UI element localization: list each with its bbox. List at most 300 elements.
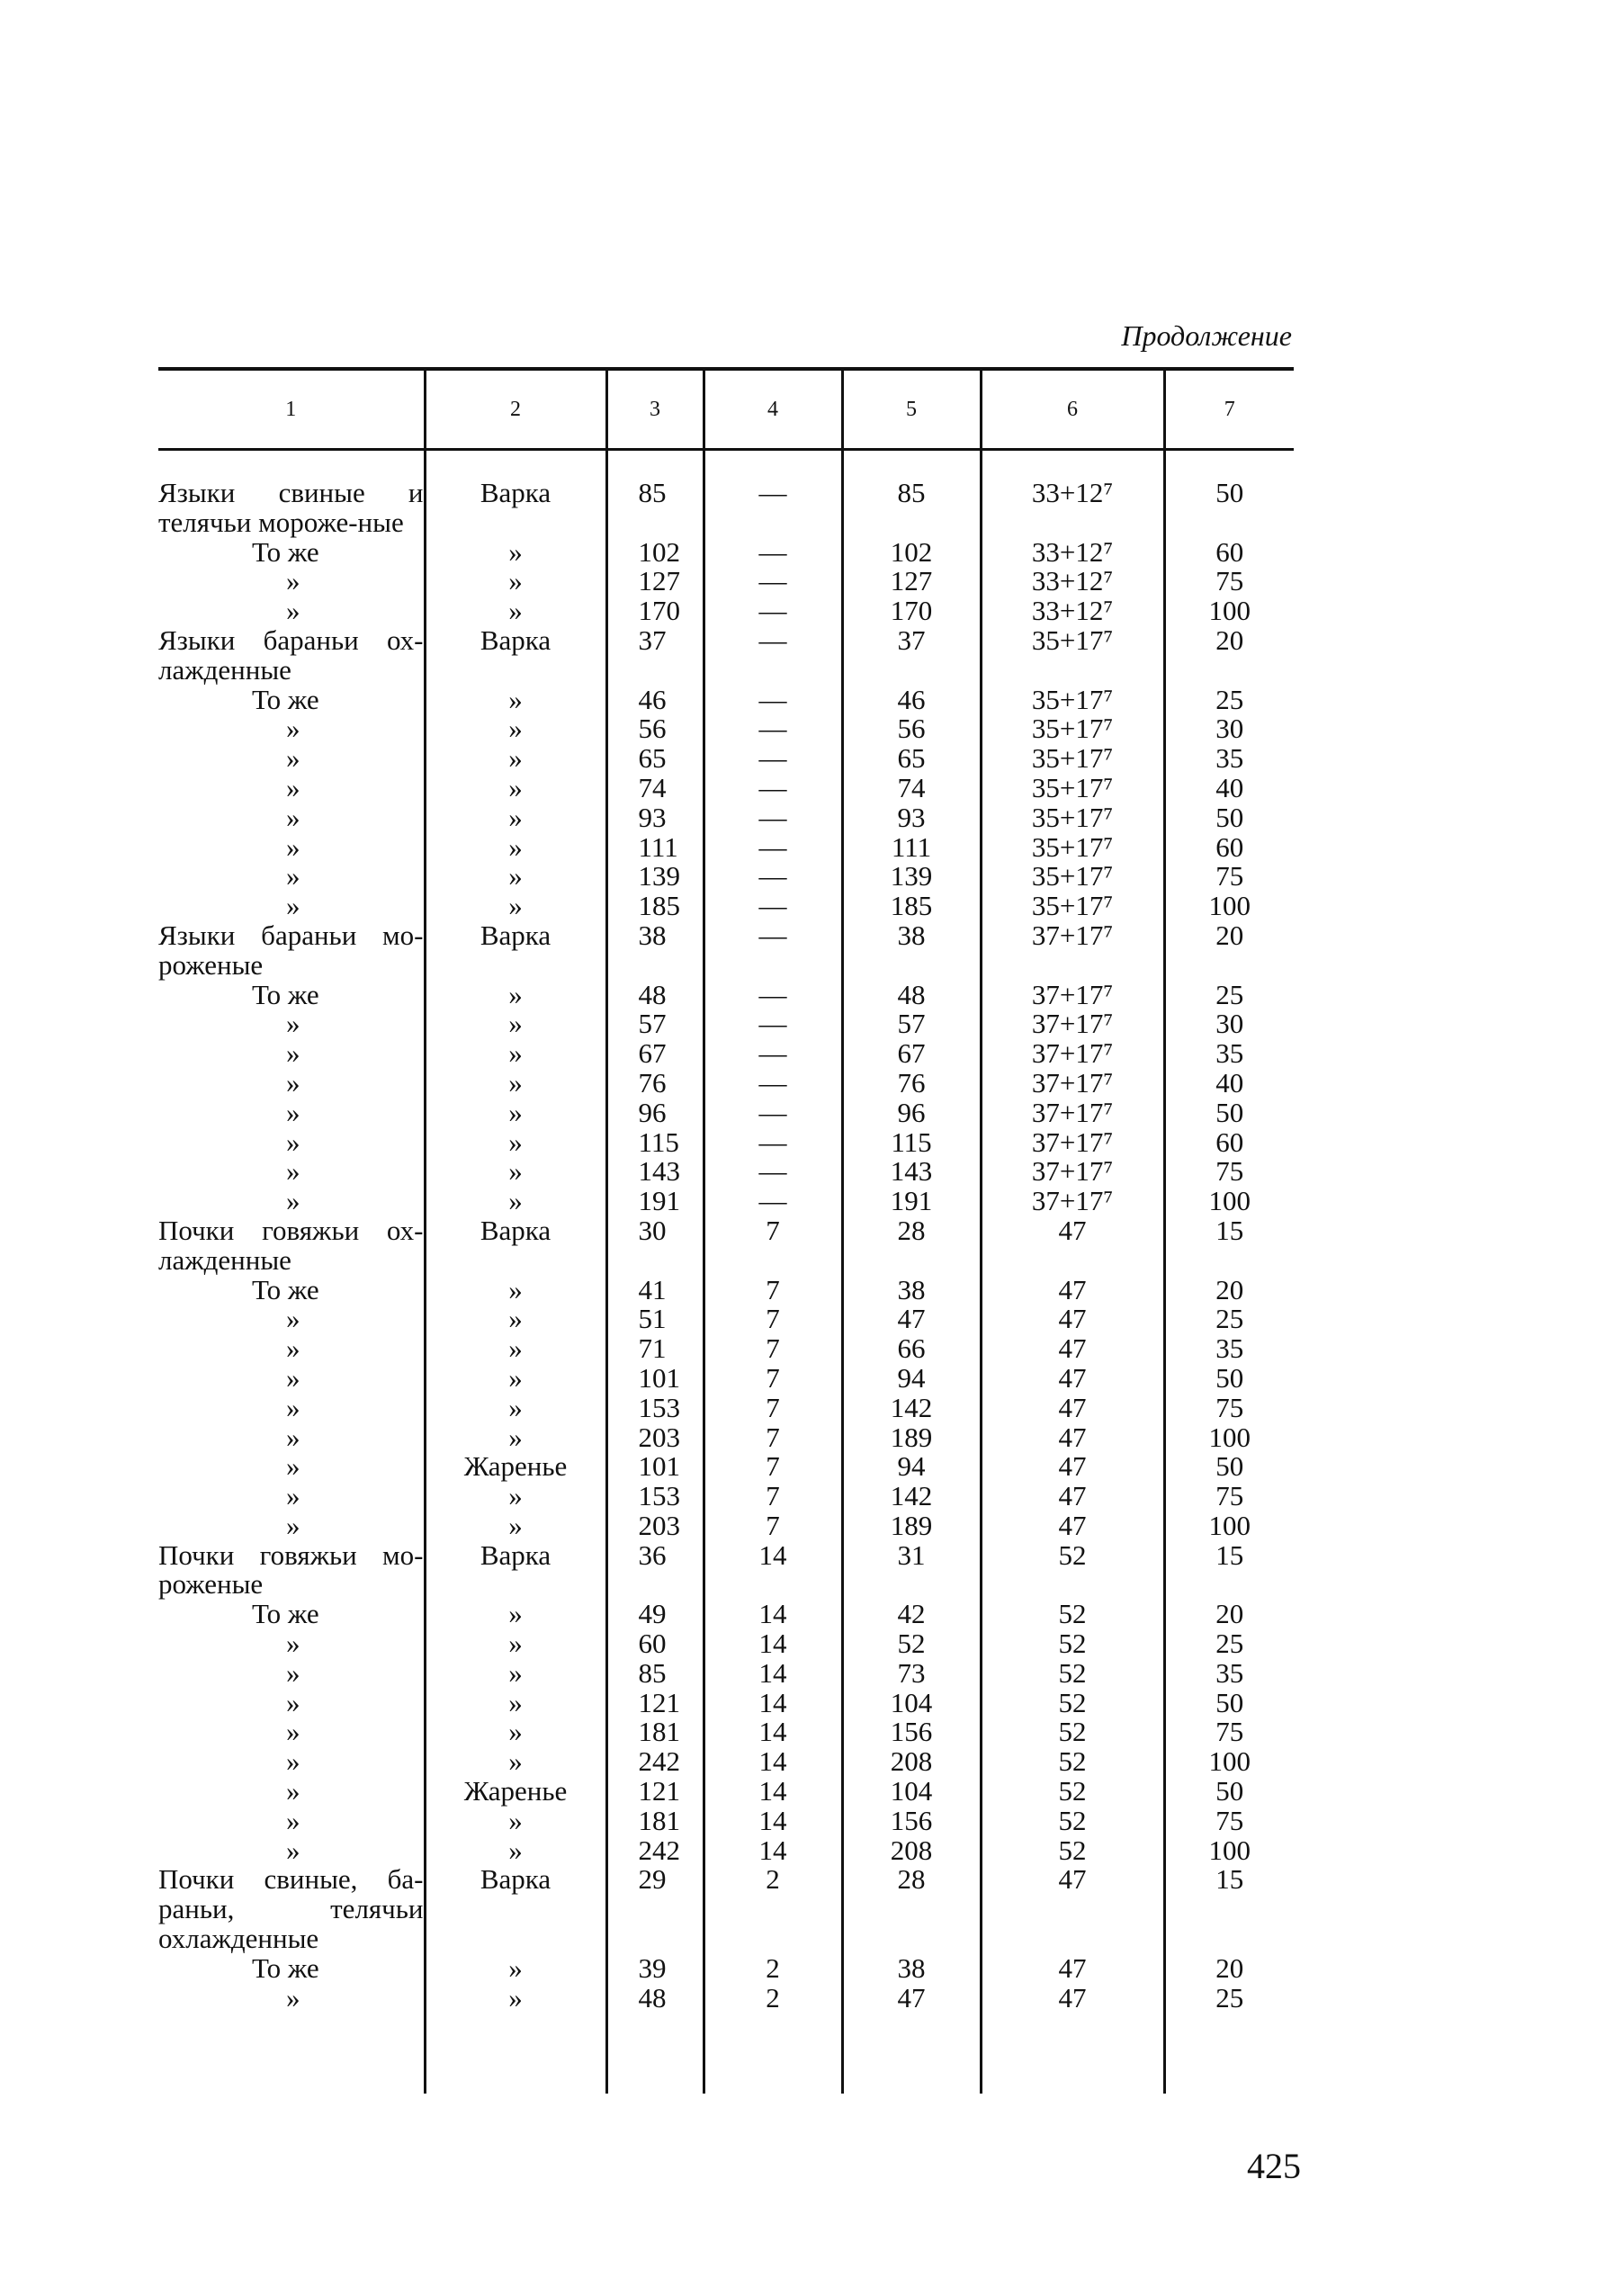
product-name: » <box>286 1745 300 1778</box>
table-row <box>158 1629 1294 1659</box>
product-name: » <box>286 1509 300 1541</box>
product-name: » <box>286 1155 300 1188</box>
loss-b-cell: 47 <box>981 1394 1164 1423</box>
table-row <box>158 1984 1294 2013</box>
gross-cell: 38 <box>606 921 704 981</box>
product-name-cell <box>158 1128 425 1158</box>
net-cell: 66 <box>842 1334 981 1364</box>
process-cell: » <box>425 1836 606 1866</box>
gross-cell: 111 <box>606 833 704 863</box>
loss-b-cell: 47 <box>981 1276 1164 1305</box>
loss-b-cell: 35+17⁷ <box>981 744 1164 774</box>
loss-b-cell: 47 <box>981 1423 1164 1453</box>
product-name: » <box>286 1480 300 1512</box>
product-name: Языки свиные и телячьи мороже-ные <box>158 477 424 538</box>
column-header: 7 <box>1164 371 1294 448</box>
table-row <box>158 921 1294 981</box>
yield-cell: 35 <box>1164 744 1294 774</box>
loss-a-cell: — <box>704 686 842 715</box>
net-cell: 170 <box>842 596 981 626</box>
process-cell: Варка <box>425 448 606 538</box>
yield-cell: 75 <box>1164 1718 1294 1747</box>
loss-a-cell: 7 <box>704 1511 842 1541</box>
product-name: То же <box>252 1951 319 1984</box>
yield-cell: 100 <box>1164 1836 1294 1866</box>
table-row <box>158 1600 1294 1629</box>
gross-cell: 57 <box>606 1009 704 1039</box>
loss-a-cell: 7 <box>704 1394 842 1423</box>
net-cell: 73 <box>842 1659 981 1689</box>
yield-cell: 25 <box>1164 686 1294 715</box>
yield-cell: 30 <box>1164 714 1294 744</box>
product-name: » <box>286 1066 300 1099</box>
product-name-cell <box>158 803 425 833</box>
gross-cell: 102 <box>606 538 704 568</box>
product-name: Языки бараньи мо-роженые <box>158 919 424 981</box>
product-name: » <box>286 1656 300 1689</box>
yield-cell: 50 <box>1164 803 1294 833</box>
product-name: » <box>286 1361 300 1394</box>
yield-cell: 75 <box>1164 1394 1294 1423</box>
process-cell: » <box>425 892 606 921</box>
gross-cell: 67 <box>606 1039 704 1069</box>
gross-cell: 143 <box>606 1157 704 1187</box>
gross-cell: 51 <box>606 1305 704 1334</box>
loss-b-cell: 35+17⁷ <box>981 774 1164 803</box>
yield-cell: 75 <box>1164 1157 1294 1187</box>
net-cell: 85 <box>842 448 981 538</box>
product-name-cell <box>158 1391 425 1423</box>
gross-cell: 39 <box>606 1954 704 1984</box>
net-cell: 156 <box>842 1718 981 1747</box>
gross-cell: 127 <box>606 567 704 596</box>
loss-a-cell: — <box>704 1157 842 1187</box>
table-row <box>158 567 1294 596</box>
column-header: 3 <box>606 371 704 448</box>
loss-b-cell: 52 <box>981 1689 1164 1718</box>
gross-cell: 65 <box>606 744 704 774</box>
process-cell: » <box>425 1984 606 2013</box>
loss-b-cell: 37+17⁷ <box>981 1009 1164 1039</box>
loss-a-cell: — <box>704 862 842 892</box>
product-name-cell <box>158 1538 425 1601</box>
loss-a-cell: — <box>704 1009 842 1039</box>
yield-cell: 75 <box>1164 567 1294 596</box>
net-cell: 185 <box>842 892 981 921</box>
product-name-cell <box>158 892 425 921</box>
loss-a-cell: — <box>704 774 842 803</box>
gross-cell: 71 <box>606 1334 704 1364</box>
process-cell: » <box>425 1039 606 1069</box>
process-cell: » <box>425 1629 606 1659</box>
loss-a-cell: 7 <box>704 1276 842 1305</box>
loss-a-cell: — <box>704 596 842 626</box>
yield-cell: 40 <box>1164 1069 1294 1099</box>
table-row <box>158 1216 1294 1276</box>
product-name: » <box>286 1834 300 1866</box>
loss-b-cell: 47 <box>981 1216 1164 1276</box>
product-name-cell <box>158 1452 425 1482</box>
product-name: » <box>286 1126 300 1158</box>
product-name: То же <box>252 1273 319 1305</box>
gross-cell: 242 <box>606 1836 704 1866</box>
product-name-cell <box>158 596 425 626</box>
net-cell: 65 <box>842 744 981 774</box>
column-header: 4 <box>704 371 842 448</box>
table-row <box>158 1836 1294 1866</box>
yield-cell: 50 <box>1164 1364 1294 1394</box>
loss-b-cell: 47 <box>981 1334 1164 1364</box>
product-name-cell <box>158 683 425 715</box>
product-name-cell <box>158 771 425 803</box>
product-name: » <box>286 595 300 627</box>
table-row <box>158 448 1294 538</box>
loss-b-cell: 47 <box>981 1865 1164 1953</box>
yield-cell: 15 <box>1164 1541 1294 1601</box>
yield-cell: 35 <box>1164 1659 1294 1689</box>
table-row <box>158 1305 1294 1334</box>
net-cell: 47 <box>842 1984 981 2013</box>
net-cell: 76 <box>842 1069 981 1099</box>
net-cell: 191 <box>842 1187 981 1216</box>
yield-cell: 50 <box>1164 1452 1294 1482</box>
product-name-cell <box>158 623 425 686</box>
table-row <box>158 1482 1294 1511</box>
loss-b-cell: 47 <box>981 1511 1164 1541</box>
product-name-cell <box>158 1157 425 1187</box>
product-name-cell <box>158 862 425 892</box>
loss-a-cell: — <box>704 626 842 686</box>
net-cell: 93 <box>842 803 981 833</box>
yield-cell: 50 <box>1164 1099 1294 1128</box>
product-name: » <box>286 1628 300 1660</box>
product-name-cell <box>158 1009 425 1039</box>
gross-cell: 96 <box>606 1099 704 1128</box>
yield-cell: 75 <box>1164 1482 1294 1511</box>
product-name-cell <box>158 1836 425 1866</box>
process-cell: » <box>425 1276 606 1305</box>
product-name: То же <box>252 683 319 715</box>
yield-cell: 20 <box>1164 1954 1294 1984</box>
process-cell: » <box>425 1511 606 1541</box>
net-cell: 127 <box>842 567 981 596</box>
table-row <box>158 1276 1294 1305</box>
product-name: » <box>286 1686 300 1718</box>
net-cell: 74 <box>842 774 981 803</box>
loss-a-cell: — <box>704 538 842 568</box>
process-cell: » <box>425 1747 606 1777</box>
table-row <box>158 1747 1294 1777</box>
product-name-cell <box>158 1865 425 1953</box>
spacer-cell <box>158 2013 425 2094</box>
loss-b-cell: 35+17⁷ <box>981 626 1164 686</box>
net-cell: 38 <box>842 921 981 981</box>
loss-a-cell: 14 <box>704 1747 842 1777</box>
product-name: » <box>286 771 300 803</box>
product-name-cell <box>158 448 425 538</box>
gross-cell: 191 <box>606 1187 704 1216</box>
process-cell: » <box>425 803 606 833</box>
loss-a-cell: — <box>704 981 842 1010</box>
process-cell: » <box>425 686 606 715</box>
gross-cell: 153 <box>606 1394 704 1423</box>
yield-cell: 100 <box>1164 1423 1294 1453</box>
gross-cell: 185 <box>606 892 704 921</box>
loss-b-cell: 37+17⁷ <box>981 1069 1164 1099</box>
process-cell: » <box>425 1069 606 1099</box>
loss-b-cell: 37+17⁷ <box>981 921 1164 981</box>
loss-b-cell: 35+17⁷ <box>981 686 1164 715</box>
table-row <box>158 1777 1294 1807</box>
product-name: » <box>286 1332 300 1365</box>
table-row <box>158 981 1294 1010</box>
gross-cell: 60 <box>606 1629 704 1659</box>
gross-cell: 93 <box>606 803 704 833</box>
product-name-cell <box>158 1361 425 1394</box>
product-name: » <box>286 565 300 597</box>
table-header-row <box>158 371 1294 448</box>
product-name: Почки говяжьи ох-лажденные <box>158 1214 424 1276</box>
product-name: » <box>286 1716 300 1748</box>
yield-cell: 20 <box>1164 921 1294 981</box>
process-cell: Варка <box>425 626 606 686</box>
product-name: Почки свиные, ба-раньи, телячьи охлажденные <box>158 1863 424 1955</box>
gross-cell: 41 <box>606 1276 704 1305</box>
process-cell: » <box>425 1157 606 1187</box>
process-cell: » <box>425 1689 606 1718</box>
product-name: То же <box>252 535 319 568</box>
product-name-cell <box>158 1305 425 1334</box>
loss-b-cell: 52 <box>981 1718 1164 1747</box>
yield-cell: 60 <box>1164 538 1294 568</box>
yield-cell: 35 <box>1164 1039 1294 1069</box>
product-name-cell <box>158 978 425 1010</box>
yield-cell: 60 <box>1164 1128 1294 1158</box>
yield-cell: 100 <box>1164 1511 1294 1541</box>
process-cell: » <box>425 1600 606 1629</box>
yield-cell: 25 <box>1164 1984 1294 2013</box>
loss-a-cell: — <box>704 892 842 921</box>
loss-a-cell: — <box>704 1128 842 1158</box>
net-cell: 28 <box>842 1865 981 1953</box>
yield-cell: 50 <box>1164 1777 1294 1807</box>
yield-cell: 100 <box>1164 1747 1294 1777</box>
yield-cell: 50 <box>1164 448 1294 538</box>
loss-b-cell: 37+17⁷ <box>981 1128 1164 1158</box>
process-cell: » <box>425 1305 606 1334</box>
yield-cell: 100 <box>1164 892 1294 921</box>
yield-cell: 25 <box>1164 1305 1294 1334</box>
product-name-cell <box>158 1718 425 1747</box>
gross-cell: 203 <box>606 1511 704 1541</box>
loss-a-cell: 14 <box>704 1718 842 1747</box>
net-cell: 189 <box>842 1511 981 1541</box>
net-cell: 38 <box>842 1954 981 1984</box>
product-name-cell <box>158 1216 425 1276</box>
yield-cell: 75 <box>1164 862 1294 892</box>
net-cell: 42 <box>842 1600 981 1629</box>
gross-cell: 36 <box>606 1541 704 1601</box>
product-name-cell <box>158 744 425 774</box>
gross-cell: 74 <box>606 774 704 803</box>
net-cell: 28 <box>842 1216 981 1276</box>
table-row <box>158 1423 1294 1453</box>
product-name: » <box>286 890 300 922</box>
loss-a-cell: 7 <box>704 1334 842 1364</box>
loss-b-cell: 47 <box>981 1452 1164 1482</box>
yield-cell: 50 <box>1164 1689 1294 1718</box>
process-cell: » <box>425 774 606 803</box>
loss-b-cell: 47 <box>981 1984 1164 2013</box>
net-cell: 104 <box>842 1689 981 1718</box>
net-cell: 47 <box>842 1305 981 1334</box>
gross-cell: 85 <box>606 448 704 538</box>
gross-cell: 153 <box>606 1482 704 1511</box>
product-name-cell <box>158 714 425 744</box>
net-cell: 37 <box>842 626 981 686</box>
table-row <box>158 1187 1294 1216</box>
product-name-cell <box>158 1187 425 1216</box>
product-name: » <box>286 1303 300 1335</box>
table-row <box>158 1069 1294 1099</box>
product-name: » <box>286 1096 300 1128</box>
gross-cell: 181 <box>606 1807 704 1836</box>
process-cell: » <box>425 1659 606 1689</box>
process-cell: » <box>425 1482 606 1511</box>
process-cell: » <box>425 1099 606 1128</box>
product-name-cell <box>158 1511 425 1541</box>
process-cell: » <box>425 862 606 892</box>
product-name: » <box>286 1981 300 2013</box>
yield-cell: 35 <box>1164 1334 1294 1364</box>
process-cell: » <box>425 1807 606 1836</box>
product-name-cell <box>158 1951 425 1984</box>
loss-b-cell: 47 <box>981 1482 1164 1511</box>
table-row <box>158 626 1294 686</box>
loss-b-cell: 35+17⁷ <box>981 803 1164 833</box>
product-name: » <box>286 860 300 892</box>
process-cell: Варка <box>425 1541 606 1601</box>
loss-a-cell: — <box>704 744 842 774</box>
process-cell: Жаренье <box>425 1777 606 1807</box>
loss-a-cell: — <box>704 567 842 596</box>
spacer-cell <box>842 2013 981 2094</box>
table-row <box>158 1954 1294 1984</box>
net-cell: 102 <box>842 538 981 568</box>
product-name: » <box>286 1008 300 1040</box>
table-row <box>158 1099 1294 1128</box>
net-cell: 67 <box>842 1039 981 1069</box>
yield-cell: 20 <box>1164 1600 1294 1629</box>
product-name-cell <box>158 1686 425 1718</box>
table-row <box>158 538 1294 568</box>
table-row <box>158 1009 1294 1039</box>
loss-b-cell: 37+17⁷ <box>981 1099 1164 1128</box>
loss-a-cell: 7 <box>704 1452 842 1482</box>
table-row <box>158 1511 1294 1541</box>
table-row <box>158 833 1294 863</box>
process-cell: » <box>425 744 606 774</box>
process-cell: » <box>425 1954 606 1984</box>
loss-b-cell: 33+12⁷ <box>981 448 1164 538</box>
loss-a-cell: 14 <box>704 1836 842 1866</box>
product-name-cell <box>158 1777 425 1807</box>
process-cell: » <box>425 596 606 626</box>
process-cell: Жаренье <box>425 1452 606 1482</box>
yield-cell: 60 <box>1164 833 1294 863</box>
product-name-cell <box>158 830 425 863</box>
net-cell: 56 <box>842 714 981 744</box>
table-row <box>158 596 1294 626</box>
table-row <box>158 1128 1294 1158</box>
process-cell: » <box>425 1009 606 1039</box>
process-cell: » <box>425 833 606 863</box>
product-name-cell <box>158 1423 425 1453</box>
data-table-wrapper <box>158 371 1294 2094</box>
net-cell: 96 <box>842 1099 981 1128</box>
table-row <box>158 774 1294 803</box>
loss-a-cell: 14 <box>704 1807 842 1836</box>
loss-b-cell: 35+17⁷ <box>981 833 1164 863</box>
gross-cell: 139 <box>606 862 704 892</box>
gross-cell: 242 <box>606 1747 704 1777</box>
process-cell: » <box>425 1334 606 1364</box>
net-cell: 48 <box>842 981 981 1010</box>
yield-cell: 100 <box>1164 1187 1294 1216</box>
loss-a-cell: 2 <box>704 1954 842 1984</box>
loss-a-cell: 14 <box>704 1629 842 1659</box>
spacer-cell <box>981 2013 1164 2094</box>
loss-a-cell: — <box>704 1069 842 1099</box>
gross-cell: 121 <box>606 1689 704 1718</box>
gross-cell: 181 <box>606 1718 704 1747</box>
net-cell: 94 <box>842 1364 981 1394</box>
table-row <box>158 1364 1294 1394</box>
process-cell: Варка <box>425 1865 606 1953</box>
loss-b-cell: 52 <box>981 1629 1164 1659</box>
gross-cell: 203 <box>606 1423 704 1453</box>
loss-a-cell: 7 <box>704 1482 842 1511</box>
product-name: » <box>286 801 300 833</box>
loss-a-cell: 7 <box>704 1216 842 1276</box>
net-cell: 38 <box>842 1276 981 1305</box>
column-header: 1 <box>285 397 297 421</box>
table-row <box>158 1689 1294 1718</box>
net-cell: 111 <box>842 833 981 863</box>
gross-cell: 170 <box>606 596 704 626</box>
loss-a-cell: — <box>704 803 842 833</box>
net-cell: 94 <box>842 1452 981 1482</box>
gross-cell: 101 <box>606 1452 704 1482</box>
gross-cell: 85 <box>606 1659 704 1689</box>
net-cell: 142 <box>842 1394 981 1423</box>
loss-a-cell: — <box>704 921 842 981</box>
loss-a-cell: 14 <box>704 1689 842 1718</box>
yield-cell: 25 <box>1164 981 1294 1010</box>
product-name-cell <box>158 1482 425 1511</box>
yield-cell: 20 <box>1164 626 1294 686</box>
loss-b-cell: 35+17⁷ <box>981 714 1164 744</box>
process-cell: » <box>425 714 606 744</box>
table-row <box>158 1334 1294 1364</box>
loss-b-cell: 52 <box>981 1659 1164 1689</box>
table-row <box>158 686 1294 715</box>
loss-a-cell: — <box>704 714 842 744</box>
loss-a-cell: — <box>704 1039 842 1069</box>
table-row <box>158 1718 1294 1747</box>
table-row <box>158 1659 1294 1689</box>
loss-b-cell: 37+17⁷ <box>981 1157 1164 1187</box>
